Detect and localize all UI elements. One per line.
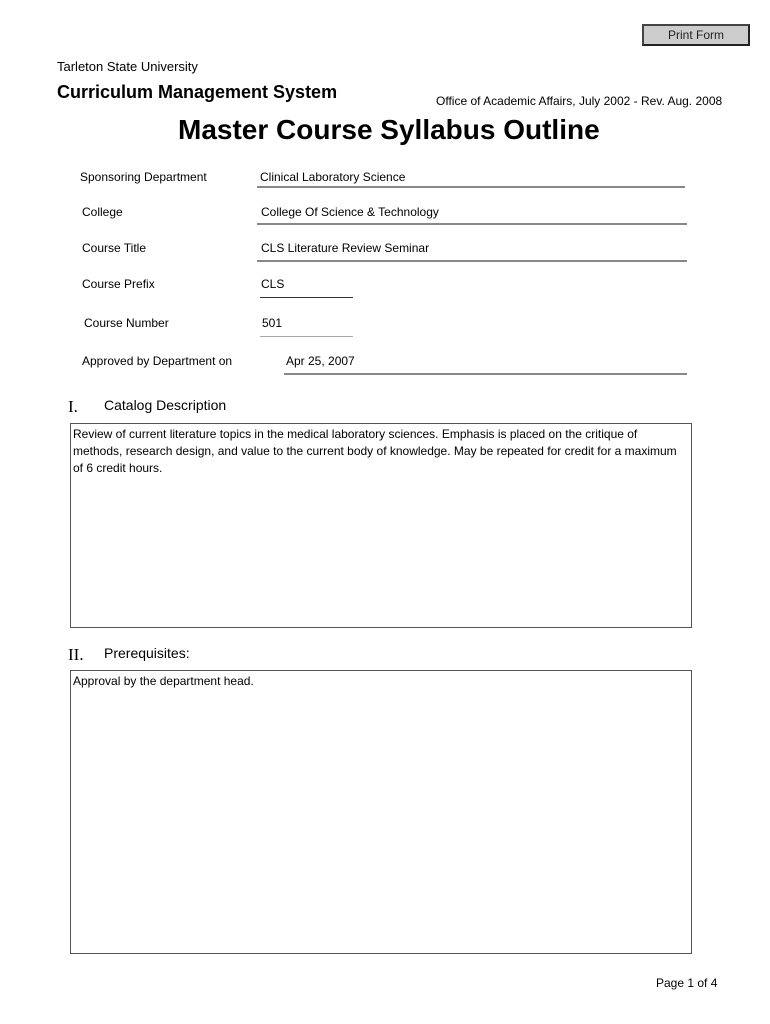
page-number: Page 1 of 4 [656, 976, 718, 990]
college-field[interactable]: College Of Science & Technology [261, 205, 439, 219]
university-name: Tarleton State University [57, 59, 198, 74]
field-label: Course Prefix [82, 277, 155, 291]
field-label: Sponsoring Department [80, 170, 207, 184]
course-title-field[interactable]: CLS Literature Review Seminar [261, 241, 430, 255]
field-label: Course Number [84, 316, 169, 330]
section-numeral: I. [68, 397, 78, 416]
section-numeral: II. [68, 645, 84, 664]
prerequisites-field[interactable]: Approval by the department head. [70, 670, 692, 954]
section-heading: Prerequisites: [104, 645, 190, 661]
print-form-button[interactable]: Print Form [642, 24, 750, 46]
approved-date-field[interactable]: Apr 25, 2007 [286, 354, 355, 368]
field-label: College [82, 205, 123, 219]
course-number-field[interactable]: 501 [262, 316, 283, 330]
system-name: Curriculum Management System [57, 82, 338, 102]
sponsoring-department-field[interactable]: Clinical Laboratory Science [260, 170, 406, 184]
office-revision: Office of Academic Affairs, July 2002 - Rev. Aug. 2008 [436, 94, 723, 108]
field-label: Course Title [82, 241, 147, 255]
catalog-description-field[interactable]: Review of current literature topics in the medical laboratory sciences. Emphasis is placed on the critique of methods, research design, and value to the current body of knowledge. May be repeated for credit for a maximum of 6 credit hours. [70, 423, 692, 628]
field-label: Approved by Department on [82, 354, 233, 368]
course-prefix-field[interactable]: CLS [261, 277, 285, 291]
page-title: Master Course Syllabus Outline [178, 114, 600, 145]
section-heading: Catalog Description [104, 397, 227, 413]
